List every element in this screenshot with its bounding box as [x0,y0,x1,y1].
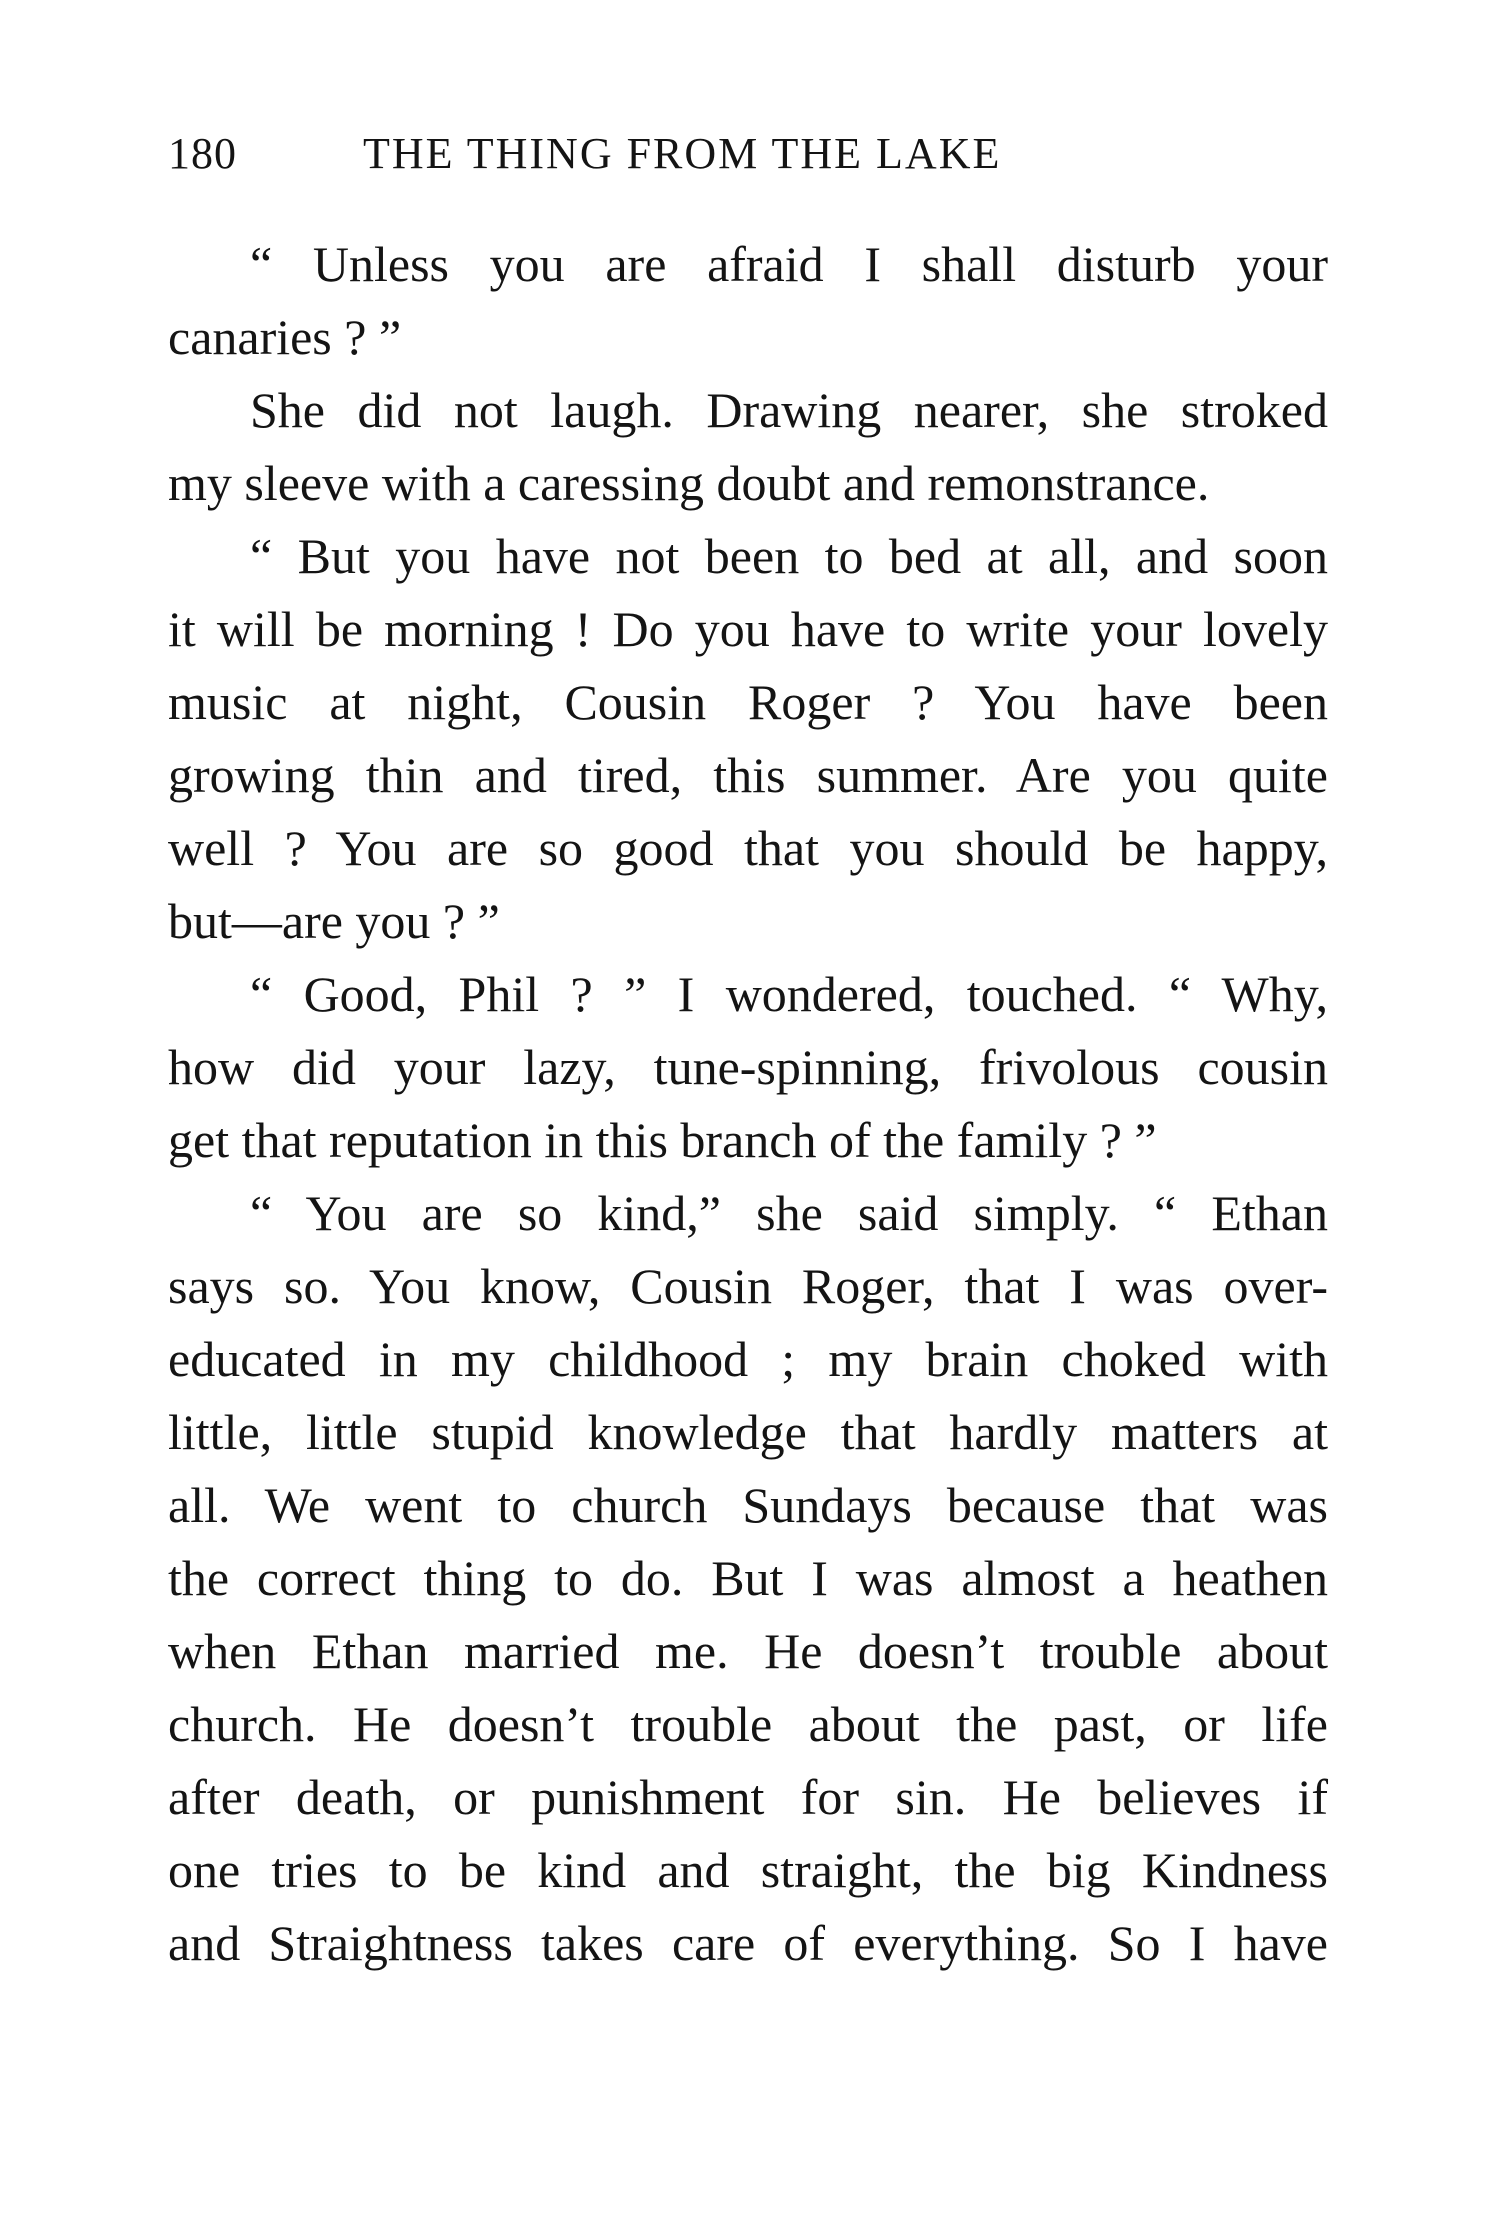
book-title: THE THING FROM THE LAKE [363,129,1002,178]
text-line: “ Good, Phil ? ” I wondered, touched. “ Why, [250,966,1328,1022]
text-line: one tries to be kind and straight, the big Kindness [168,1842,1328,1898]
text-line: but—are you ? ” [168,893,500,949]
text-line: the correct thing to do. But I was almost a heathen [168,1550,1328,1606]
running-head [168,128,1328,188]
text-line: “ But you have not been to bed at all, and soon [250,528,1328,584]
text-line: how did your lazy, tune-spinning, frivolous cousin [168,1039,1328,1095]
text-line: it will be morning ! Do you have to write your lovely [168,601,1328,657]
text-line: little, little stupid knowledge that hardly matters at [168,1404,1328,1460]
text-line: well ? You are so good that you should be happy, [168,820,1328,876]
text-line: She did not laugh. Drawing nearer, she stroked [250,382,1328,438]
text-line: get that reputation in this branch of the family ? ” [168,1112,1157,1168]
body-text [168,228,1328,1980]
text-line: all. We went to church Sundays because that was [168,1477,1328,1533]
text-line: “ Unless you are afraid I shall disturb your [250,236,1328,292]
text-line: canaries ? ” [168,309,402,365]
text-line: “ You are so kind,” she said simply. “ Ethan [250,1185,1328,1241]
text-line: and Straightness takes care of everything. So I have [168,1915,1328,1971]
text-line: educated in my childhood ; my brain choked with [168,1331,1328,1387]
text-line: church. He doesn’t trouble about the past, or life [168,1696,1328,1752]
page-number: 180 [168,129,237,178]
text-line: growing thin and tired, this summer. Are you quite [168,747,1328,803]
text-line: my sleeve with a caressing doubt and remonstrance. [168,455,1210,511]
text-line: when Ethan married me. He doesn’t trouble about [168,1623,1328,1679]
text-line: music at night, Cousin Roger ? You have been [168,674,1328,730]
text-line: after death, or punishment for sin. He believes if [168,1769,1328,1825]
text-line: says so. You know, Cousin Roger, that I was over- [168,1258,1328,1314]
